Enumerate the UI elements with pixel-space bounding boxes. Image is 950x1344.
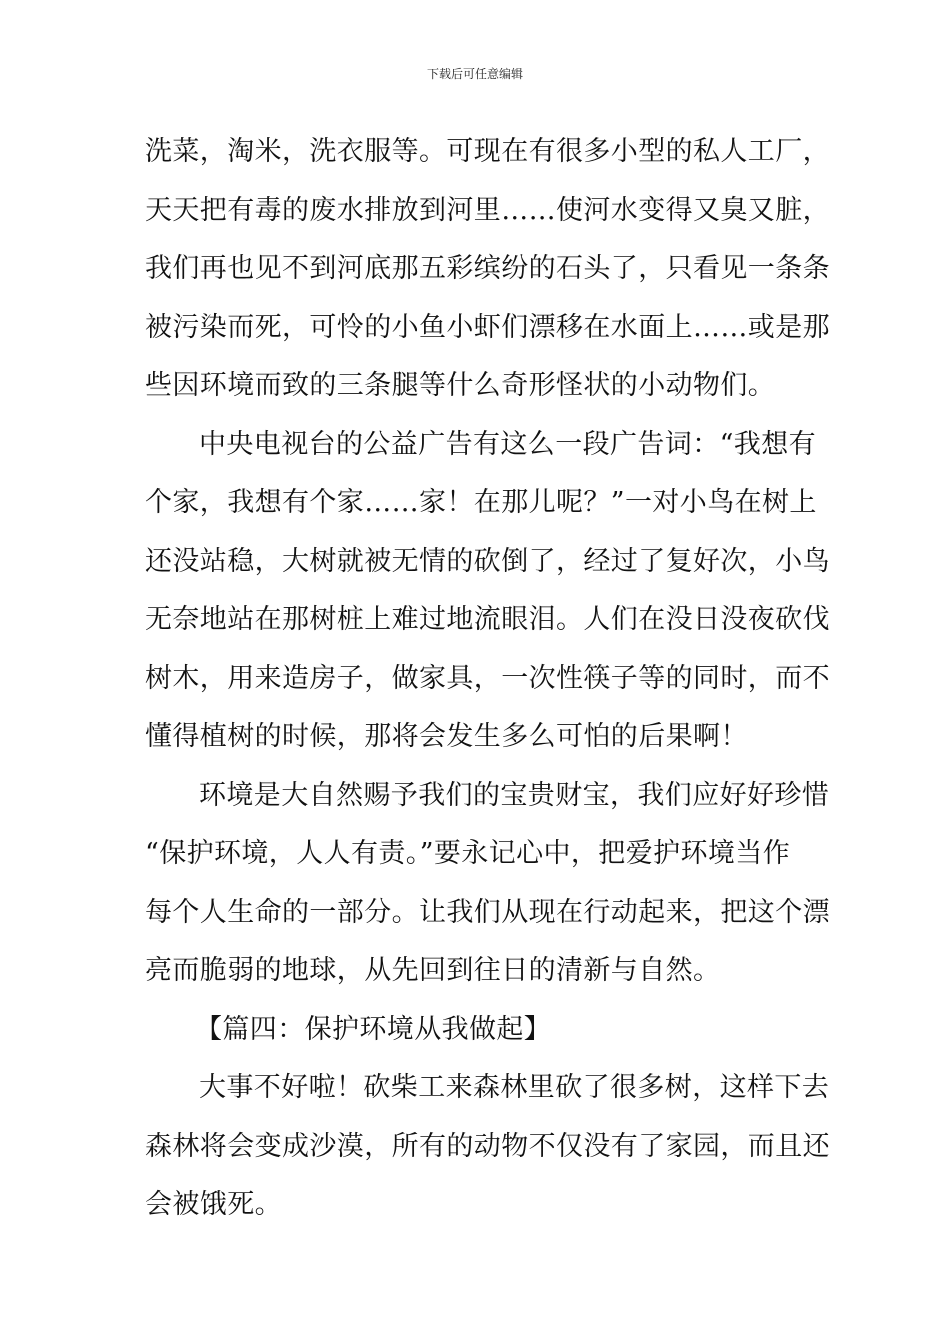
text-line: 洗菜，淘米，洗衣服等。可现在有很多小型的私人工厂， <box>145 136 830 167</box>
paragraph-2 <box>145 423 830 774</box>
text-line: 懂得植树的时候，那将会发生多么可怕的后果啊！ <box>145 721 748 752</box>
text-line: 每个人生命的一部分。让我们从现在行动起来，把这个漂 <box>145 896 830 928</box>
document-body <box>145 130 830 1242</box>
text-line: 亮而脆弱的地球，从先回到往日的清新与自然。 <box>145 955 721 986</box>
page-header: 下载后可任意编辑 <box>426 67 523 81</box>
text-line: 会被饿死。 <box>145 1189 282 1220</box>
text-line: 些因环境而致的三条腿等什么奇形怪状的小动物们。 <box>145 370 776 401</box>
text-line: “保护环境，人人有责。”要永记心中，把爱护环境当作 <box>145 838 791 869</box>
text-line: 个家，我想有个家……家！在那儿呢？”一对小鸟在树上 <box>145 487 817 518</box>
text-line: 树木，用来造房子，做家具，一次性筷子等的同时，而不 <box>145 662 830 694</box>
text-line: 中央电视台的公益广告有这么一段广告词：“我想有 <box>199 428 817 460</box>
text-line: 我们再也见不到河底那五彩缤纷的石头了，只看见一条条 <box>145 253 830 284</box>
text-line: 还没站稳，大树就被无情的砍倒了，经过了复好次，小鸟 <box>145 545 830 577</box>
section-title: 【篇四：保护环境从我做起】 <box>195 1013 552 1045</box>
paragraph-3 <box>145 774 830 1008</box>
text-line: 森林将会变成沙漠，所有的动物不仅没有了家园，而且还 <box>145 1130 830 1162</box>
text-line: 被污染而死，可怜的小鱼小虾们漂移在水面上……或是那 <box>145 311 830 343</box>
text-line: 天天把有毒的废水排放到河里……使河水变得又臭又脏， <box>145 194 830 226</box>
paragraph-1 <box>145 130 830 423</box>
paragraph-4 <box>145 1066 830 1242</box>
text-line: 大事不好啦！砍柴工来森林里砍了很多树，这样下去 <box>199 1072 830 1103</box>
text-line: 无奈地站在那树桩上难过地流眼泪。人们在没日没夜砍伐 <box>145 604 830 635</box>
text-line: 环境是大自然赐予我们的宝贵财宝，我们应好好珍惜 <box>199 779 830 811</box>
